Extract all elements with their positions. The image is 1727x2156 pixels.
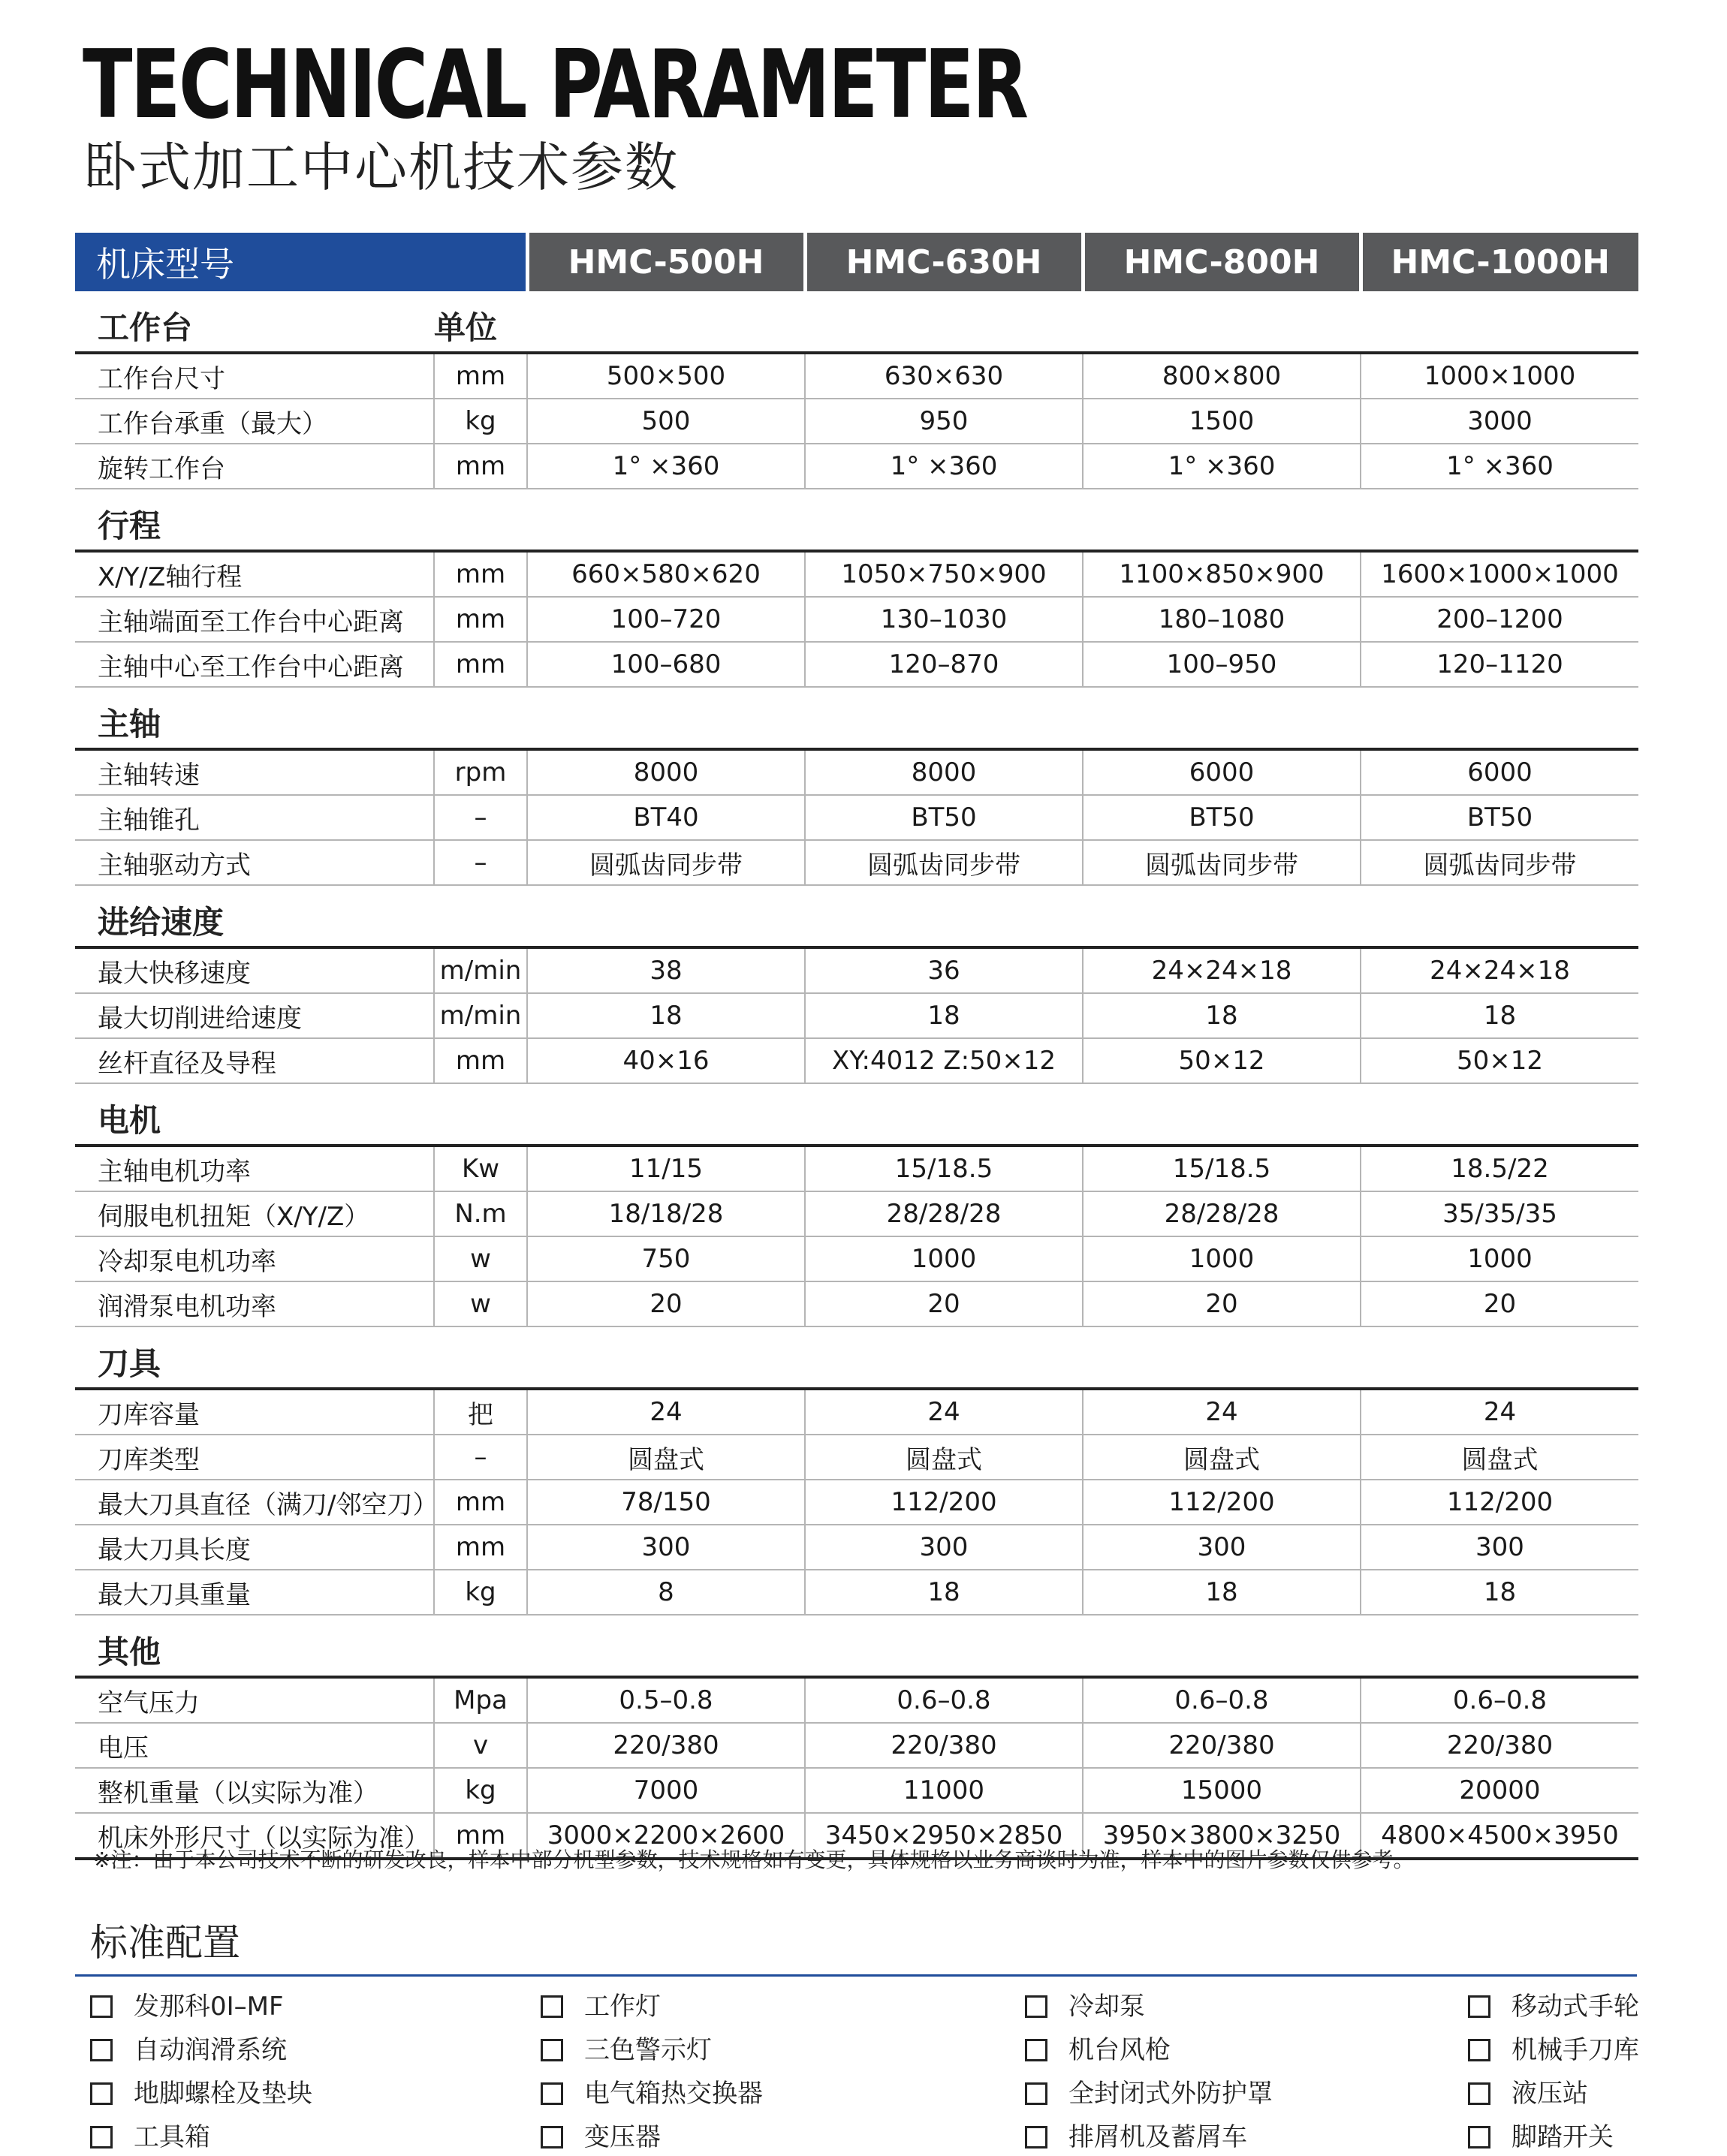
parameter-value: 100–720 xyxy=(527,597,805,642)
parameter-value: 18 xyxy=(805,993,1083,1038)
parameter-value: 15/18.5 xyxy=(1083,1146,1361,1191)
parameter-value: 圆弧齿同步带 xyxy=(1361,840,1638,885)
parameter-name: X/Y/Z轴行程 xyxy=(75,551,434,597)
table-row xyxy=(75,1723,1638,1768)
parameter-value: 18/18/28 xyxy=(527,1191,805,1236)
parameter-value: 24×24×18 xyxy=(1083,947,1361,993)
config-item xyxy=(541,1988,661,2025)
checkbox-icon xyxy=(90,2126,113,2148)
parameter-value: 500×500 xyxy=(527,353,805,399)
unit-header xyxy=(434,687,527,749)
parameter-value: 圆弧齿同步带 xyxy=(805,840,1083,885)
parameter-value: 40×16 xyxy=(527,1038,805,1083)
parameter-unit: Kw xyxy=(434,1146,527,1191)
parameter-value: 6000 xyxy=(1361,749,1638,795)
table-row xyxy=(75,749,1638,795)
parameter-value: 8000 xyxy=(527,749,805,795)
parameter-value: 750 xyxy=(527,1236,805,1281)
parameter-value: 112/200 xyxy=(805,1480,1083,1525)
model-header-label: 机床型号 xyxy=(75,233,527,291)
parameter-value: 18 xyxy=(805,1570,1083,1615)
section-rule xyxy=(527,489,1638,551)
parameter-name: 电压 xyxy=(75,1723,434,1768)
config-item xyxy=(90,2075,312,2112)
parameter-unit: rpm xyxy=(434,749,527,795)
parameter-name: 主轴驱动方式 xyxy=(75,840,434,885)
table-row xyxy=(75,1525,1638,1570)
config-item-label: 工具箱 xyxy=(134,2122,210,2152)
parameter-value: 11000 xyxy=(805,1768,1083,1813)
parameter-value: 18.5/22 xyxy=(1361,1146,1638,1191)
parameter-unit: mm xyxy=(434,353,527,399)
config-item-label: 液压站 xyxy=(1512,2079,1588,2109)
parameter-value: 300 xyxy=(1361,1525,1638,1570)
parameter-name: 整机重量（以实际为准） xyxy=(75,1768,434,1813)
parameter-value: 28/28/28 xyxy=(805,1191,1083,1236)
parameter-value: BT50 xyxy=(805,795,1083,840)
unit-header xyxy=(434,1326,527,1389)
table-row xyxy=(75,444,1638,489)
config-item xyxy=(541,2031,712,2069)
parameter-value: 8 xyxy=(527,1570,805,1615)
unit-header xyxy=(434,885,527,947)
parameter-value: BT50 xyxy=(1083,795,1361,840)
section-title: 进给速度 xyxy=(75,885,434,947)
table-row xyxy=(75,1768,1638,1813)
checkbox-icon xyxy=(1468,1995,1490,2018)
parameter-value: 20 xyxy=(1361,1281,1638,1326)
parameter-value: 50×12 xyxy=(1083,1038,1361,1083)
parameter-value: 1000 xyxy=(1361,1236,1638,1281)
parameter-unit: m/min xyxy=(434,993,527,1038)
table-header-row xyxy=(75,233,1638,291)
parameter-unit: mm xyxy=(434,444,527,489)
parameter-value: 0.6–0.8 xyxy=(1361,1677,1638,1723)
parameter-value: 100–950 xyxy=(1083,642,1361,687)
checkbox-icon xyxy=(1025,2039,1047,2061)
unit-header xyxy=(434,1083,527,1146)
page-subtitle: 卧式加工中心机技术参数 xyxy=(84,137,679,198)
section-header-row xyxy=(75,291,1638,353)
parameter-value: 20 xyxy=(527,1281,805,1326)
config-item-label: 排屑机及蓄屑车 xyxy=(1068,2122,1247,2152)
config-item xyxy=(90,2031,287,2069)
table-row xyxy=(75,353,1638,399)
parameter-value: 220/380 xyxy=(1361,1723,1638,1768)
checkbox-icon xyxy=(541,1995,563,2018)
section-header-row xyxy=(75,489,1638,551)
standard-config-title: 标准配置 xyxy=(90,1921,240,1965)
parameter-name: 主轴锥孔 xyxy=(75,795,434,840)
section-rule xyxy=(527,291,1638,353)
parameter-unit: mm xyxy=(434,642,527,687)
parameter-value: 35/35/35 xyxy=(1361,1191,1638,1236)
checkbox-icon xyxy=(1468,2039,1490,2061)
parameter-value: 24 xyxy=(527,1389,805,1435)
model-header: HMC-800H xyxy=(1083,233,1361,291)
config-item-label: 脚踏开关 xyxy=(1512,2122,1614,2152)
parameter-value: 15000 xyxy=(1083,1768,1361,1813)
table-row xyxy=(75,1480,1638,1525)
config-item-label: 机台风枪 xyxy=(1068,2035,1171,2065)
parameter-name: 主轴转速 xyxy=(75,749,434,795)
parameter-name: 旋转工作台 xyxy=(75,444,434,489)
parameter-value: 3000×2200×2600 xyxy=(527,1813,805,1859)
table-row xyxy=(75,1146,1638,1191)
checkbox-icon xyxy=(541,2082,563,2105)
parameter-name: 机床外形尺寸（以实际为准） xyxy=(75,1813,434,1859)
parameter-unit: mm xyxy=(434,1480,527,1525)
parameter-value: 950 xyxy=(805,399,1083,444)
parameter-value: 1600×1000×1000 xyxy=(1361,551,1638,597)
parameter-value: 6000 xyxy=(1083,749,1361,795)
config-item-label: 地脚螺栓及垫块 xyxy=(134,2079,312,2109)
parameter-name: 最大快移速度 xyxy=(75,947,434,993)
parameter-value: 0.6–0.8 xyxy=(805,1677,1083,1723)
parameter-value: 220/380 xyxy=(527,1723,805,1768)
parameter-name: 冷却泵电机功率 xyxy=(75,1236,434,1281)
parameter-name: 主轴端面至工作台中心距离 xyxy=(75,597,434,642)
parameter-name: 最大刀具长度 xyxy=(75,1525,434,1570)
parameter-value: 50×12 xyxy=(1361,1038,1638,1083)
parameter-value: 0.6–0.8 xyxy=(1083,1677,1361,1723)
parameter-value: 3950×3800×3250 xyxy=(1083,1813,1361,1859)
model-header: HMC-630H xyxy=(805,233,1083,291)
parameter-value: 7000 xyxy=(527,1768,805,1813)
table-row xyxy=(75,840,1638,885)
unit-header: 单位 xyxy=(434,291,527,353)
parameter-unit: mm xyxy=(434,551,527,597)
checkbox-icon xyxy=(541,2039,563,2061)
config-item-label: 全封闭式外防护罩 xyxy=(1068,2079,1273,2109)
parameter-name: 最大切削进给速度 xyxy=(75,993,434,1038)
table-row xyxy=(75,795,1638,840)
config-item xyxy=(1025,1988,1145,2025)
model-header: HMC-500H xyxy=(527,233,805,291)
parameter-name: 工作台尺寸 xyxy=(75,353,434,399)
parameter-value: 24 xyxy=(1083,1389,1361,1435)
section-rule xyxy=(527,687,1638,749)
parameter-value: 1100×850×900 xyxy=(1083,551,1361,597)
config-item xyxy=(90,1988,284,2025)
parameter-unit: w xyxy=(434,1281,527,1326)
parameter-value: 18 xyxy=(527,993,805,1038)
table-row xyxy=(75,642,1638,687)
config-item xyxy=(1468,1988,1639,2025)
section-title: 刀具 xyxy=(75,1326,434,1389)
parameter-unit: w xyxy=(434,1236,527,1281)
table-row xyxy=(75,551,1638,597)
parameter-value: 800×800 xyxy=(1083,353,1361,399)
config-item xyxy=(1468,2118,1614,2156)
parameter-value: 120–1120 xyxy=(1361,642,1638,687)
parameter-unit: – xyxy=(434,840,527,885)
parameter-unit: m/min xyxy=(434,947,527,993)
section-title: 电机 xyxy=(75,1083,434,1146)
parameter-value: 4800×4500×3950 xyxy=(1361,1813,1638,1859)
section-rule xyxy=(527,1083,1638,1146)
config-item-label: 变压器 xyxy=(584,2122,661,2152)
parameter-unit: kg xyxy=(434,399,527,444)
parameter-value: 3000 xyxy=(1361,399,1638,444)
config-item-label: 移动式手轮 xyxy=(1512,1992,1639,2022)
parameter-value: 1° ×360 xyxy=(805,444,1083,489)
config-item xyxy=(1468,2031,1639,2069)
page-title: TECHNICAL PARAMETER xyxy=(83,29,1027,140)
parameter-value: 圆盘式 xyxy=(1083,1435,1361,1480)
parameter-value: 36 xyxy=(805,947,1083,993)
parameter-value: 18 xyxy=(1361,1570,1638,1615)
parameter-value: XY:4012 Z:50×12 xyxy=(805,1038,1083,1083)
parameter-name: 最大刀具直径（满刀/邻空刀） xyxy=(75,1480,434,1525)
parameter-unit: Mpa xyxy=(434,1677,527,1723)
section-rule xyxy=(527,1326,1638,1389)
parameter-value: 220/380 xyxy=(1083,1723,1361,1768)
parameter-value: 24 xyxy=(1361,1389,1638,1435)
section-title: 行程 xyxy=(75,489,434,551)
parameter-name: 丝杆直径及导程 xyxy=(75,1038,434,1083)
parameter-value: 38 xyxy=(527,947,805,993)
table-row xyxy=(75,1191,1638,1236)
parameter-value: 圆盘式 xyxy=(527,1435,805,1480)
parameter-value: 100–680 xyxy=(527,642,805,687)
config-item-label: 发那科0I–MF xyxy=(134,1992,284,2022)
parameter-value: 1° ×360 xyxy=(1083,444,1361,489)
section-header-row xyxy=(75,1615,1638,1677)
unit-header xyxy=(434,489,527,551)
table-row xyxy=(75,1281,1638,1326)
checkbox-icon xyxy=(541,2126,563,2148)
table-row xyxy=(75,1389,1638,1435)
config-item xyxy=(1025,2075,1273,2112)
table-row xyxy=(75,993,1638,1038)
section-title: 工作台 xyxy=(75,291,434,353)
table-row xyxy=(75,1570,1638,1615)
table-row xyxy=(75,1236,1638,1281)
parameter-value: 112/200 xyxy=(1083,1480,1361,1525)
config-item-label: 三色警示灯 xyxy=(584,2035,712,2065)
parameter-name: 刀库类型 xyxy=(75,1435,434,1480)
parameter-unit: mm xyxy=(434,1525,527,1570)
parameter-value: 圆盘式 xyxy=(1361,1435,1638,1480)
section-title: 主轴 xyxy=(75,687,434,749)
checkbox-icon xyxy=(1025,2082,1047,2105)
parameter-value: 1° ×360 xyxy=(1361,444,1638,489)
parameter-unit: 把 xyxy=(434,1389,527,1435)
parameter-value: 20 xyxy=(1083,1281,1361,1326)
section-header-row xyxy=(75,687,1638,749)
parameter-value: 300 xyxy=(805,1525,1083,1570)
checkbox-icon xyxy=(90,1995,113,2018)
parameter-value: BT50 xyxy=(1361,795,1638,840)
parameter-value: 300 xyxy=(527,1525,805,1570)
parameter-value: 18 xyxy=(1083,1570,1361,1615)
config-item-label: 自动润滑系统 xyxy=(134,2035,287,2065)
parameter-value: 630×630 xyxy=(805,353,1083,399)
config-item xyxy=(90,2118,210,2156)
parameter-value: BT40 xyxy=(527,795,805,840)
parameter-value: 24×24×18 xyxy=(1361,947,1638,993)
table-row xyxy=(75,1677,1638,1723)
parameter-value: 20 xyxy=(805,1281,1083,1326)
parameter-value: 24 xyxy=(805,1389,1083,1435)
parameter-unit: – xyxy=(434,795,527,840)
parameter-value: 18 xyxy=(1361,993,1638,1038)
parameter-name: 最大刀具重量 xyxy=(75,1570,434,1615)
checkbox-icon xyxy=(1468,2126,1490,2148)
standard-config-divider xyxy=(75,1974,1637,1977)
unit-header xyxy=(434,1615,527,1677)
parameter-value: 28/28/28 xyxy=(1083,1191,1361,1236)
parameter-value: 1000 xyxy=(1083,1236,1361,1281)
spec-table xyxy=(75,233,1638,1860)
parameter-value: 圆盘式 xyxy=(805,1435,1083,1480)
parameter-value: 300 xyxy=(1083,1525,1361,1570)
footnote: ※注：由于本公司技术不断的研发改良，样本中部分机型参数，技术规格如有变更，具体规格以业务商谈时为准，样本中的图片参数仅供参考。 xyxy=(93,1847,1415,1872)
parameter-unit: – xyxy=(434,1435,527,1480)
parameter-value: 200–1200 xyxy=(1361,597,1638,642)
section-header-row xyxy=(75,1326,1638,1389)
section-header-row xyxy=(75,885,1638,947)
parameter-value: 660×580×620 xyxy=(527,551,805,597)
parameter-unit: mm xyxy=(434,597,527,642)
parameter-value: 120–870 xyxy=(805,642,1083,687)
checkbox-icon xyxy=(1025,2126,1047,2148)
parameter-name: 伺服电机扭矩（X/Y/Z） xyxy=(75,1191,434,1236)
parameter-name: 润滑泵电机功率 xyxy=(75,1281,434,1326)
parameter-value: 圆弧齿同步带 xyxy=(527,840,805,885)
parameter-value: 20000 xyxy=(1361,1768,1638,1813)
parameter-unit: mm xyxy=(434,1813,527,1859)
parameter-value: 3450×2950×2850 xyxy=(805,1813,1083,1859)
config-item xyxy=(541,2118,661,2156)
checkbox-icon xyxy=(1025,1995,1047,2018)
config-item-label: 工作灯 xyxy=(584,1992,661,2022)
spec-table-body xyxy=(75,291,1638,1859)
parameter-value: 130–1030 xyxy=(805,597,1083,642)
table-row xyxy=(75,1435,1638,1480)
parameter-name: 主轴中心至工作台中心距离 xyxy=(75,642,434,687)
section-title: 其他 xyxy=(75,1615,434,1677)
table-row xyxy=(75,597,1638,642)
parameter-unit: kg xyxy=(434,1570,527,1615)
parameter-value: 1° ×360 xyxy=(527,444,805,489)
model-header: HMC-1000H xyxy=(1361,233,1638,291)
section-rule xyxy=(527,1615,1638,1677)
parameter-value: 112/200 xyxy=(1361,1480,1638,1525)
parameter-value: 18 xyxy=(1083,993,1361,1038)
parameter-value: 180–1080 xyxy=(1083,597,1361,642)
parameter-value: 500 xyxy=(527,399,805,444)
parameter-unit: mm xyxy=(434,1038,527,1083)
parameter-value: 1000 xyxy=(805,1236,1083,1281)
checkbox-icon xyxy=(90,2082,113,2105)
checkbox-icon xyxy=(90,2039,113,2061)
parameter-value: 1050×750×900 xyxy=(805,551,1083,597)
parameter-value: 78/150 xyxy=(527,1480,805,1525)
parameter-value: 1500 xyxy=(1083,399,1361,444)
section-header-row xyxy=(75,1083,1638,1146)
config-item xyxy=(541,2075,763,2112)
parameter-value: 圆弧齿同步带 xyxy=(1083,840,1361,885)
parameter-value: 1000×1000 xyxy=(1361,353,1638,399)
table-row xyxy=(75,399,1638,444)
parameter-unit: N.m xyxy=(434,1191,527,1236)
config-item-label: 冷却泵 xyxy=(1068,1992,1145,2022)
parameter-value: 11/15 xyxy=(527,1146,805,1191)
parameter-value: 220/380 xyxy=(805,1723,1083,1768)
parameter-name: 刀库容量 xyxy=(75,1389,434,1435)
config-item xyxy=(1468,2075,1588,2112)
table-row xyxy=(75,1038,1638,1083)
config-item-label: 电气箱热交换器 xyxy=(584,2079,763,2109)
parameter-name: 空气压力 xyxy=(75,1677,434,1723)
table-row xyxy=(75,947,1638,993)
parameter-unit: kg xyxy=(434,1768,527,1813)
parameter-name: 工作台承重（最大） xyxy=(75,399,434,444)
checkbox-icon xyxy=(1468,2082,1490,2105)
parameter-name: 主轴电机功率 xyxy=(75,1146,434,1191)
section-rule xyxy=(527,885,1638,947)
config-item xyxy=(1025,2031,1171,2069)
parameter-value: 0.5–0.8 xyxy=(527,1677,805,1723)
parameter-value: 15/18.5 xyxy=(805,1146,1083,1191)
parameter-value: 8000 xyxy=(805,749,1083,795)
config-item-label: 机械手刀库 xyxy=(1512,2035,1639,2065)
parameter-unit: v xyxy=(434,1723,527,1768)
config-item xyxy=(1025,2118,1247,2156)
